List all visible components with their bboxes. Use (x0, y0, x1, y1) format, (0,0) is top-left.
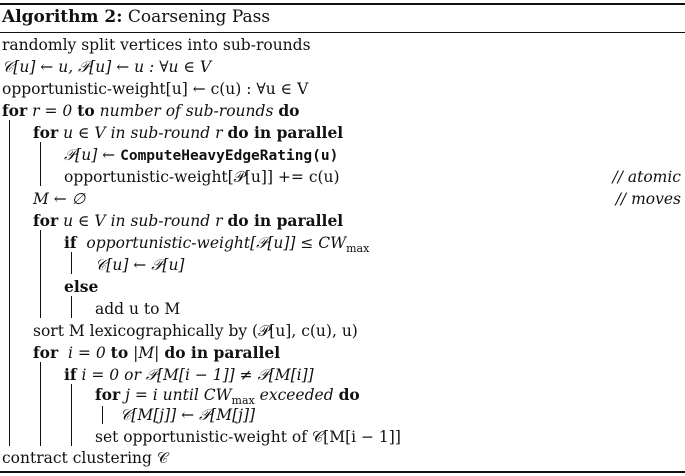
algo-line-18: 𝒞[M[j]] ← 𝒫[M[j]] (120, 406, 256, 424)
algorithm-caption (2, 6, 270, 28)
algo-line-9: for u ∈ V in sub-round r do in parallel (33, 211, 344, 230)
algo-line-17: for j = i until $CW_{max}$ exceeded do (95, 385, 360, 408)
scope-bar-for-r (9, 120, 10, 446)
caption-rule (0, 32, 685, 33)
algo-line-12: else (64, 277, 99, 296)
scope-bar-if-i (71, 384, 72, 446)
algo-line-4: for r = 0 to number of sub-rounds do (2, 101, 300, 120)
algo-line-2: 𝒞[u] ← u, 𝒫[u] ← u : ∀u ∈ V (2, 58, 212, 76)
bottom-rule (0, 471, 685, 473)
top-rule (0, 3, 685, 5)
scope-bar-for-u-1 (40, 142, 41, 186)
algo-line-3: opportunistic-weight[u] ← c(u) : ∀u ∈ V (2, 80, 309, 98)
comment-moves: // moves (615, 190, 681, 208)
algo-line-15: for i = 0 to |M| do in parallel (33, 343, 281, 362)
algo-line-19: set opportunistic-weight of 𝒞[M[i − 1]] (95, 428, 401, 446)
algo-line-8: M ← ∅ (33, 190, 86, 208)
scope-bar-for-u-2 (40, 230, 41, 318)
algo-line-6: 𝒫[u] ← ComputeHeavyEdgeRating(u) (64, 146, 339, 164)
algorithm-label: Algorithm 2: (2, 7, 123, 27)
scope-bar-for-j (102, 406, 103, 424)
algo-line-20: contract clustering 𝒞 (2, 449, 169, 467)
algo-line-14: sort M lexicographically by (𝒫[u], c(u), u) (33, 322, 358, 340)
scope-bar-if (71, 252, 72, 274)
algo-line-16: if i = 0 or 𝒫[M[i − 1]] ≠ 𝒫[M[i]] (64, 365, 314, 384)
scope-bar-else (71, 296, 72, 318)
algorithm-title: Coarsening Pass (127, 7, 271, 27)
algo-line-1: randomly split vertices into sub-rounds (2, 36, 311, 54)
comment-atomic: // atomic (612, 168, 681, 186)
algo-line-10: if opportunistic-weight[𝒫[u]] ≤ $CW_{max}$ (64, 233, 370, 256)
algo-line-5: for u ∈ V in sub-round r do in parallel (33, 123, 344, 142)
algo-line-11: 𝒞[u] ← 𝒫[u] (95, 256, 185, 274)
algo-line-13: add u to M (95, 300, 181, 318)
scope-bar-for-i (40, 362, 41, 446)
algo-line-7: opportunistic-weight[𝒫[u]] += c(u) (64, 168, 340, 186)
